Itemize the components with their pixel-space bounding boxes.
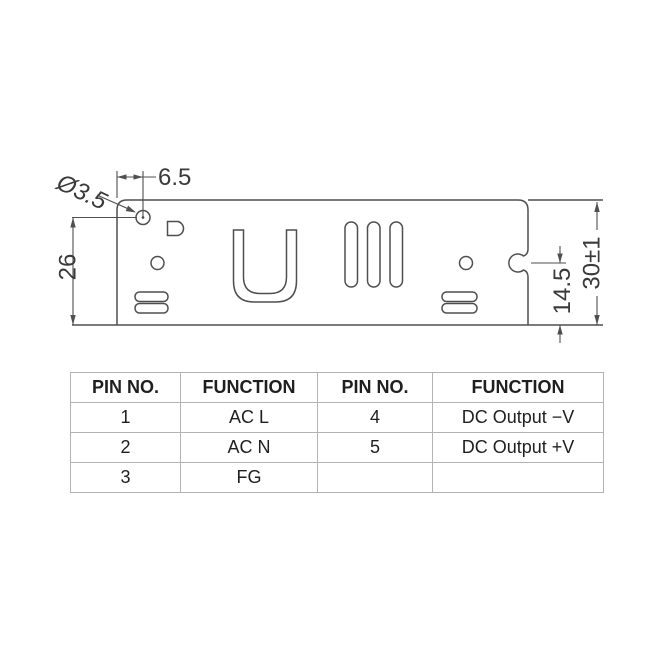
dim-hole-diameter-label: Ø3.5 xyxy=(52,168,112,216)
dim-26-arrow-top xyxy=(70,218,75,228)
dim-26-label: 26 xyxy=(54,253,82,281)
table-cell-pin xyxy=(318,463,433,493)
table-cell-function: AC N xyxy=(181,433,318,463)
header-pin-no-2: PIN NO. xyxy=(318,373,433,403)
dim-6p5-arrow-right xyxy=(134,174,144,179)
header-function-1: FUNCTION xyxy=(181,373,318,403)
wire-slot-left-top xyxy=(135,292,168,302)
wire-slot-left-bottom xyxy=(135,304,168,314)
table-cell-function: FG xyxy=(181,463,318,493)
table-row xyxy=(71,403,604,433)
u-shaped-cutout xyxy=(234,230,297,302)
header-pin-no-1: PIN NO. xyxy=(71,373,181,403)
table-cell-function xyxy=(433,463,604,493)
plate-outline xyxy=(117,200,528,325)
table-row xyxy=(71,463,604,493)
vent-slot-1 xyxy=(345,222,358,287)
dim-6p5-label: 6.5 xyxy=(158,164,192,191)
small-hole-left xyxy=(151,257,164,270)
dim-14p5-arrow-bottom xyxy=(557,325,562,335)
table-row xyxy=(71,433,604,463)
table-cell-pin: 1 xyxy=(71,403,181,433)
dim-30-label: 30±1 xyxy=(578,236,606,290)
table-cell-pin: 3 xyxy=(71,463,181,493)
pin-function-table xyxy=(70,372,604,493)
d-shaped-hole xyxy=(168,222,184,236)
table-cell-pin: 4 xyxy=(318,403,433,433)
dim-hole-leader-arrow xyxy=(126,206,136,213)
vent-slot-3 xyxy=(390,222,403,287)
dim-14p5-arrow-top xyxy=(557,254,562,264)
wire-slot-right-bottom xyxy=(442,304,477,314)
header-function-2: FUNCTION xyxy=(433,373,604,403)
dim-14p5-label: 14.5 xyxy=(549,267,576,315)
table-cell-pin: 2 xyxy=(71,433,181,463)
dim-30-arrow-bottom xyxy=(594,315,599,325)
table-cell-function: DC Output +V xyxy=(433,433,604,463)
table-header-row xyxy=(71,373,604,403)
vent-slot-2 xyxy=(368,222,381,287)
dim-26-arrow-bottom xyxy=(70,315,75,325)
table-cell-function: DC Output −V xyxy=(433,403,604,433)
table-cell-function: AC L xyxy=(181,403,318,433)
table-cell-pin: 5 xyxy=(318,433,433,463)
wire-slot-right-top xyxy=(442,292,477,302)
small-hole-right xyxy=(460,257,473,270)
dim-30-arrow-top xyxy=(594,202,599,212)
dim-6p5-arrow-left xyxy=(117,174,127,179)
